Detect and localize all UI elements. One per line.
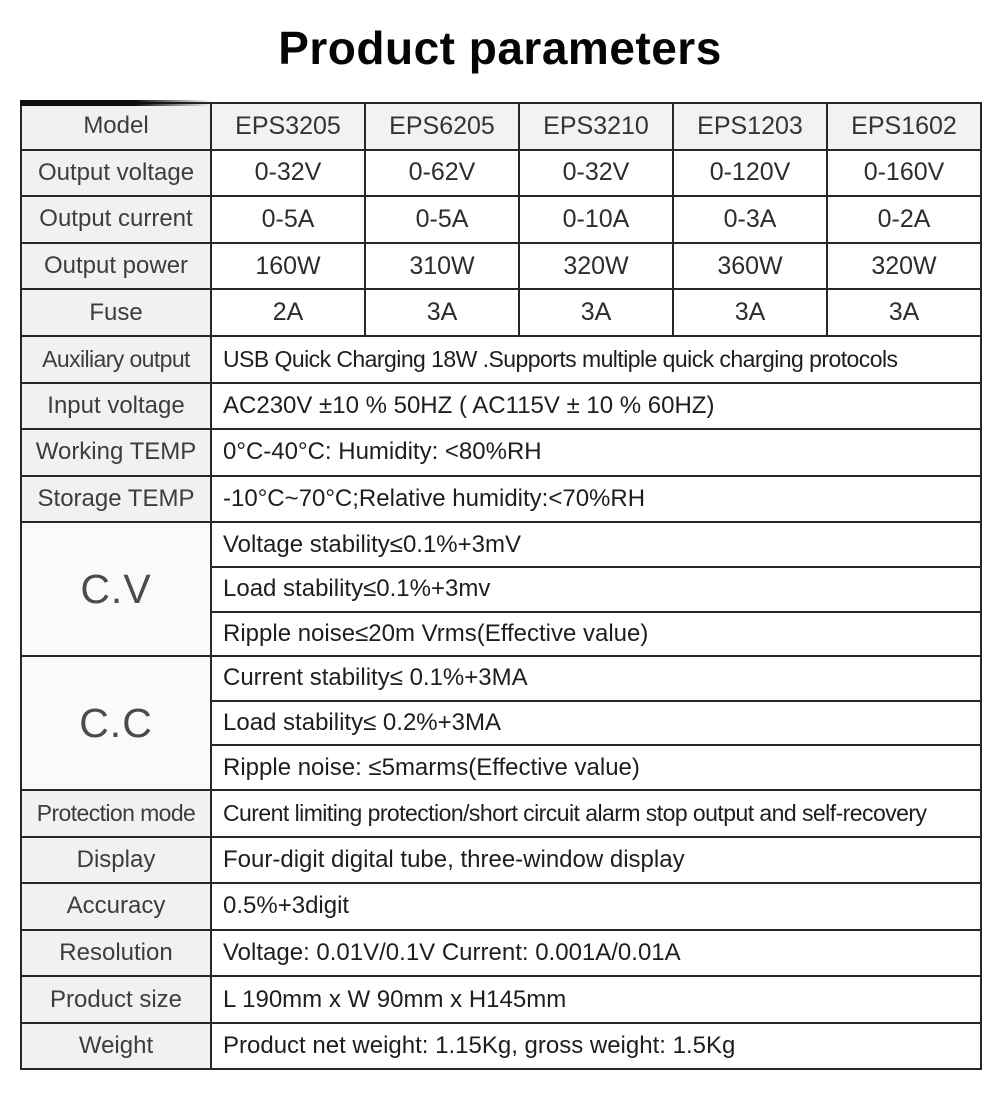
model-name-eps3210: EPS3210 (519, 103, 673, 150)
row-output-voltage (21, 150, 981, 197)
accuracy-label: Accuracy (21, 883, 211, 930)
storage-temp-value: -10°C~70°C;Relative humidity:<70%RH (211, 476, 981, 523)
fuse-value-5: 3A (827, 289, 981, 336)
weight-label: Weight (21, 1023, 211, 1070)
output-current-label: Output current (21, 196, 211, 243)
auxiliary-output-label: Auxiliary output (21, 336, 211, 383)
output-power-value-5: 320W (827, 243, 981, 290)
model-name-eps1203: EPS1203 (673, 103, 827, 150)
fuse-value-3: 3A (519, 289, 673, 336)
protection-mode-label: Protection mode (21, 790, 211, 837)
display-value: Four-digit digital tube, three-window display (211, 837, 981, 884)
cc-current-stability-value: Current stability≤ 0.1%+3MA (211, 656, 981, 701)
row-protection-mode (21, 790, 981, 837)
fuse-value-1: 2A (211, 289, 365, 336)
product-size-label: Product size (21, 976, 211, 1023)
page-title: Product parameters (278, 22, 722, 74)
resolution-label: Resolution (21, 930, 211, 977)
output-current-value-2: 0-5A (365, 196, 519, 243)
display-label: Display (21, 837, 211, 884)
output-voltage-value-3: 0-32V (519, 150, 673, 197)
working-temp-value: 0°C-40°C: Humidity: <80%RH (211, 429, 981, 476)
output-power-value-2: 310W (365, 243, 519, 290)
cc-group-label: C.C (21, 656, 211, 790)
resolution-value: Voltage: 0.01V/0.1V Current: 0.001A/0.01A (211, 930, 981, 977)
cv-group-label: C.V (21, 522, 211, 656)
output-current-value-5: 0-2A (827, 196, 981, 243)
working-temp-label: Working TEMP (21, 429, 211, 476)
storage-temp-label: Storage TEMP (21, 476, 211, 523)
output-voltage-label: Output voltage (21, 150, 211, 197)
model-name-eps1602: EPS1602 (827, 103, 981, 150)
output-current-value-1: 0-5A (211, 196, 365, 243)
output-power-value-1: 160W (211, 243, 365, 290)
row-display (21, 837, 981, 884)
row-cc-current-stability (21, 656, 981, 701)
parameters-table-wrap (20, 102, 980, 1070)
output-power-label: Output power (21, 243, 211, 290)
output-current-value-4: 0-3A (673, 196, 827, 243)
row-fuse (21, 289, 981, 336)
cv-load-stability-value: Load stability≤0.1%+3mv (211, 567, 981, 612)
protection-mode-value: Curent limiting protection/short circuit alarm stop output and self-recovery (211, 790, 981, 837)
cc-load-stability-value: Load stability≤ 0.2%+3MA (211, 701, 981, 746)
cv-voltage-stability-value: Voltage stability≤0.1%+3mV (211, 522, 981, 567)
auxiliary-output-value: USB Quick Charging 18W .Supports multiple quick charging protocols (211, 336, 981, 383)
row-working-temp (21, 429, 981, 476)
output-voltage-value-5: 0-160V (827, 150, 981, 197)
accuracy-value: 0.5%+3digit (211, 883, 981, 930)
weight-value: Product net weight: 1.15Kg, gross weight: 1.5Kg (211, 1023, 981, 1070)
row-resolution (21, 930, 981, 977)
cc-ripple-noise-value: Ripple noise: ≤5marms(Effective value) (211, 745, 981, 790)
output-voltage-value-4: 0-120V (673, 150, 827, 197)
row-output-power (21, 243, 981, 290)
row-auxiliary-output (21, 336, 981, 383)
output-power-value-4: 360W (673, 243, 827, 290)
input-voltage-value: AC230V ±10 % 50HZ ( AC115V ± 10 % 60HZ) (211, 383, 981, 430)
product-size-value: L 190mm x W 90mm x H145mm (211, 976, 981, 1023)
fuse-label: Fuse (21, 289, 211, 336)
row-model (21, 103, 981, 150)
output-current-value-3: 0-10A (519, 196, 673, 243)
row-accuracy (21, 883, 981, 930)
row-storage-temp (21, 476, 981, 523)
fuse-value-2: 3A (365, 289, 519, 336)
row-cv-voltage-stability (21, 522, 981, 567)
row-product-size (21, 976, 981, 1023)
model-row-label: Model (21, 103, 211, 150)
model-name-eps6205: EPS6205 (365, 103, 519, 150)
cv-ripple-noise-value: Ripple noise≤20m Vrms(Effective value) (211, 612, 981, 657)
parameters-table (20, 102, 982, 1070)
input-voltage-label: Input voltage (21, 383, 211, 430)
output-voltage-value-1: 0-32V (211, 150, 365, 197)
row-output-current (21, 196, 981, 243)
row-weight (21, 1023, 981, 1070)
fuse-value-4: 3A (673, 289, 827, 336)
model-name-eps3205: EPS3205 (211, 103, 365, 150)
output-power-value-3: 320W (519, 243, 673, 290)
output-voltage-value-2: 0-62V (365, 150, 519, 197)
row-input-voltage (21, 383, 981, 430)
